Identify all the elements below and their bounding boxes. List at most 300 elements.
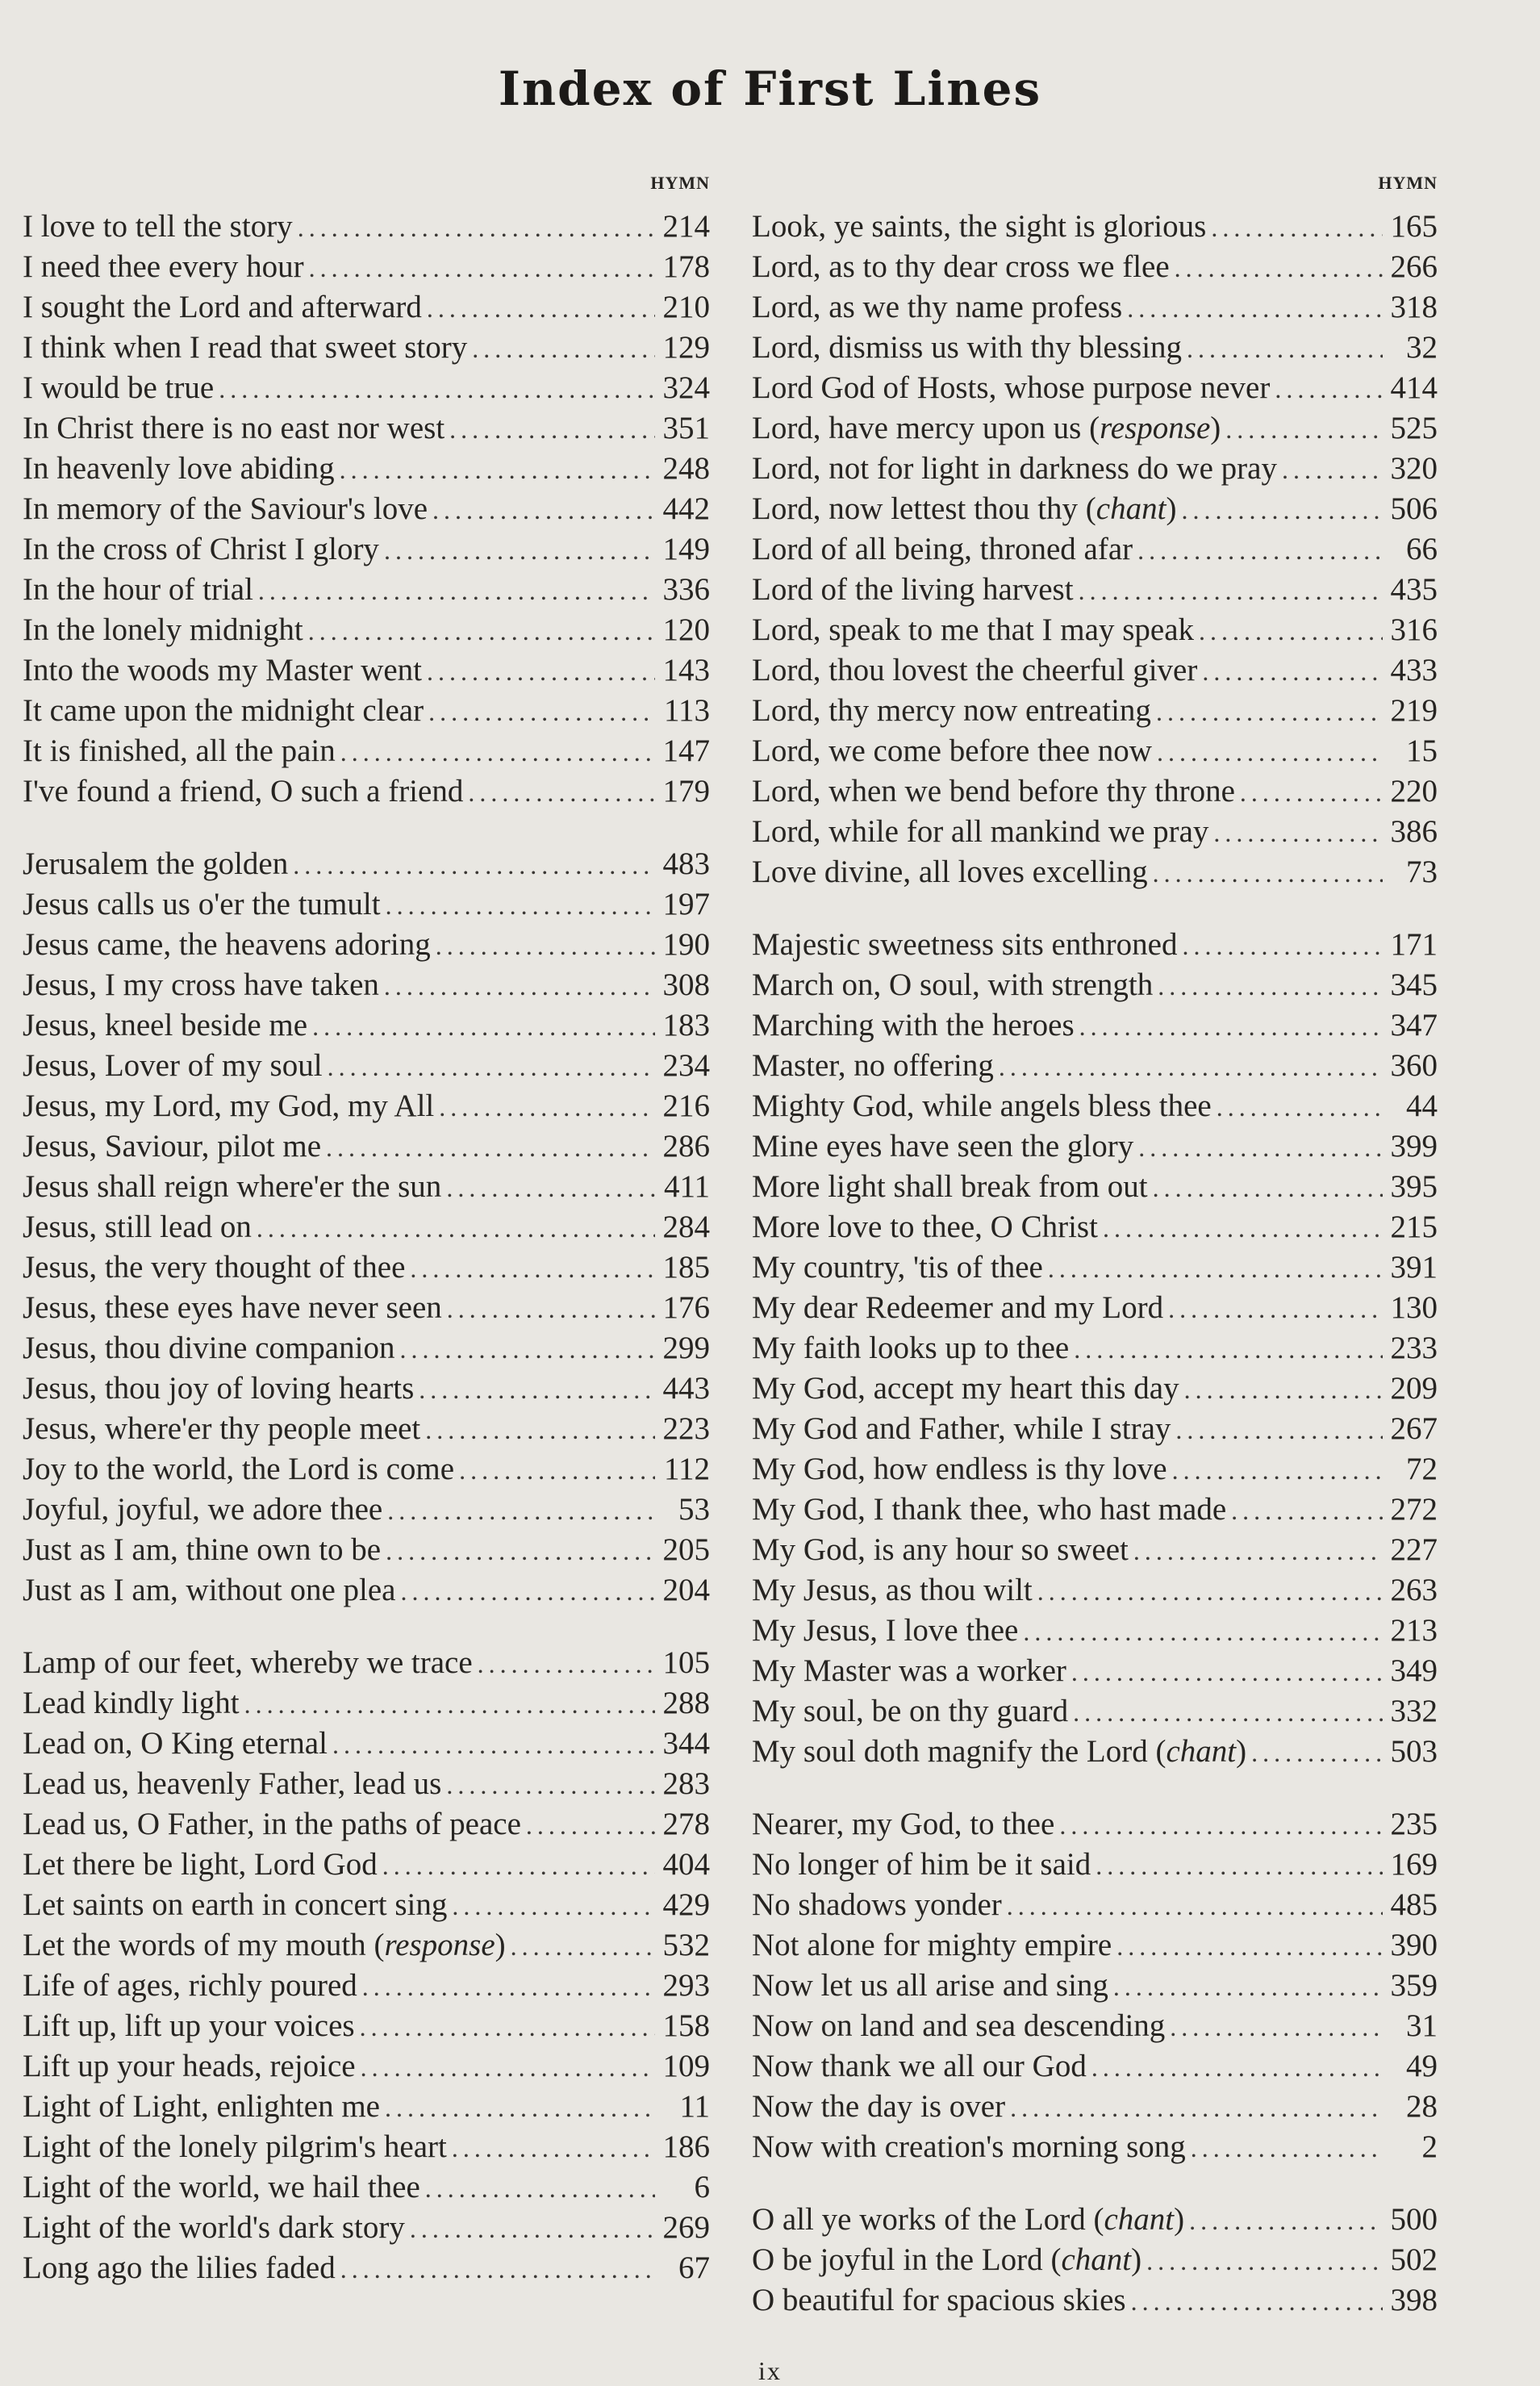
dot-leader: [1133, 1531, 1383, 1571]
first-line: [23, 650, 422, 691]
hymn-number: 345: [1390, 967, 1438, 1002]
first-line: [752, 1611, 1018, 1651]
first-line-text: Jesus, still lead on: [23, 1210, 252, 1244]
first-line-text: Light of Light, enlighten me: [23, 2089, 380, 2124]
hymn-number: 320: [1390, 451, 1438, 486]
hymn-number: 204: [662, 1573, 710, 1607]
first-line-text: O all ye works of the Lord: [752, 2202, 1086, 2237]
first-line-text: My Jesus, as thou wilt: [752, 1573, 1033, 1607]
index-entry: [752, 1288, 1438, 1328]
index-entry: [23, 844, 710, 884]
first-line: [752, 771, 1235, 812]
first-line: [752, 852, 1148, 892]
first-line: Lord, now lettest thou thy (chant): [752, 491, 1177, 526]
line-note: chant: [1166, 1734, 1237, 1769]
index-entry: [752, 1207, 1438, 1247]
dot-leader: [1103, 1208, 1383, 1248]
first-line-text: My soul doth magnify the Lord: [752, 1734, 1148, 1769]
dot-leader: [401, 1571, 656, 1611]
dot-leader: [428, 692, 655, 732]
first-line-text: Light of the lonely pilgrim's heart: [23, 2129, 447, 2164]
hymn-number: 483: [662, 846, 710, 881]
hymn-number: 414: [1390, 370, 1438, 405]
first-line-text: Jesus, thou divine companion: [23, 1331, 395, 1365]
index-entry: [752, 408, 1438, 449]
first-line: [23, 1086, 434, 1126]
index-entry: [752, 1126, 1438, 1167]
first-line: [752, 1570, 1033, 1611]
dot-leader: [298, 207, 655, 248]
hymn-number: 6: [694, 2170, 710, 2204]
dot-leader: [452, 2128, 655, 2168]
dot-leader: [459, 1450, 655, 1490]
dot-leader: [410, 1248, 655, 1289]
first-line: [752, 1845, 1091, 1885]
first-line-text: My soul, be on thy guard: [752, 1694, 1069, 1728]
dot-leader: [1079, 1006, 1383, 1047]
first-line-text: Jesus, where'er thy people meet: [23, 1411, 421, 1446]
hymn-number: 506: [1390, 491, 1438, 526]
index-entry: [23, 2248, 710, 2288]
first-line: [23, 1490, 382, 1530]
first-line-text: Love divine, all loves excelling: [752, 855, 1148, 889]
letter-group-gap: [23, 812, 710, 844]
hymn-number: 248: [662, 451, 710, 486]
index-entry: [23, 1288, 710, 1328]
dot-leader: [511, 1926, 655, 1966]
first-line-text: Lord, thou lovest the cheerful giver: [752, 653, 1198, 687]
dot-leader: [385, 2087, 655, 2128]
first-line-text: Lord, while for all mankind we pray: [752, 814, 1209, 849]
index-entry: [23, 1409, 710, 1449]
hymn-number: 395: [1390, 1169, 1438, 1204]
dot-leader: [1175, 1410, 1383, 1450]
index-entry: [23, 925, 710, 965]
first-line-text: My country, 'tis of thee: [752, 1250, 1043, 1285]
first-line: [23, 2087, 380, 2127]
dot-leader: [1282, 449, 1383, 490]
dot-leader: [1181, 490, 1383, 530]
first-line: [23, 1005, 307, 1046]
first-line: [752, 1167, 1148, 1207]
first-line: [23, 965, 379, 1005]
first-line: [752, 368, 1270, 408]
first-line-text: In Christ there is no east nor west: [23, 411, 445, 445]
dot-leader: [1074, 1329, 1383, 1369]
dot-leader: [1131, 2281, 1383, 2321]
hymn-number: 66: [1406, 532, 1438, 566]
dot-leader: [1191, 2128, 1383, 2168]
hymn-number: 351: [662, 411, 710, 445]
hymn-number: 32: [1406, 330, 1438, 365]
dot-leader: [1010, 2087, 1383, 2128]
first-line: [23, 1328, 394, 1369]
index-entry: [752, 489, 1438, 529]
index-entry: [23, 1530, 710, 1570]
first-line-text: My God, accept my heart this day: [752, 1371, 1179, 1406]
first-line: [752, 610, 1194, 650]
index-entry: [752, 1369, 1438, 1409]
first-line-text: O beautiful for spacious skies: [752, 2283, 1126, 2317]
dot-leader: [386, 885, 655, 926]
hymn-number: 391: [1390, 1250, 1438, 1285]
dot-leader: [1211, 207, 1383, 248]
first-line-text: Jesus, Lover of my soul: [23, 1048, 323, 1083]
hymn-number: 263: [1390, 1573, 1438, 1607]
index-column-left: [23, 171, 710, 2288]
index-entry: [752, 731, 1438, 771]
first-line: [23, 2127, 447, 2167]
dot-leader: [1137, 530, 1383, 570]
hymn-number: 190: [662, 927, 710, 962]
first-line: [752, 449, 1277, 489]
dot-leader: [1091, 2047, 1383, 2087]
dot-leader: [293, 845, 655, 885]
index-entry: [752, 1409, 1438, 1449]
first-line-text: My Master was a worker: [752, 1653, 1066, 1688]
first-line: [752, 1086, 1212, 1126]
index-entry: [752, 610, 1438, 650]
page-title: Index of First Lines: [498, 61, 1042, 116]
first-line-text: Lord, as to thy dear cross we flee: [752, 249, 1170, 284]
line-note: response: [1100, 411, 1211, 445]
dot-leader: [1138, 1127, 1383, 1168]
hymn-number: 442: [662, 491, 710, 526]
first-line-text: Look, ye saints, the sight is glorious: [752, 209, 1207, 244]
hymn-column-header: HYMN: [650, 173, 710, 193]
dot-leader: [1225, 409, 1383, 449]
first-line: [752, 1207, 1098, 1247]
dot-leader: [1213, 813, 1383, 853]
hymn-number: 72: [1406, 1452, 1438, 1486]
dot-leader: [1048, 1248, 1383, 1289]
hymn-number: 411: [663, 1169, 710, 1204]
index-entry: [23, 408, 710, 449]
hymn-number: 179: [662, 774, 710, 809]
index-entry: [752, 1247, 1438, 1288]
first-line: [752, 1925, 1112, 1966]
dot-leader: [219, 369, 655, 409]
hymn-number: 283: [662, 1766, 710, 1801]
dot-leader: [432, 490, 655, 530]
first-line-text: Joyful, joyful, we adore thee: [23, 1492, 383, 1527]
first-line: [23, 1288, 442, 1328]
first-line: [23, 1167, 441, 1207]
first-line-text: Lord of the living harvest: [752, 572, 1074, 607]
index-entry: [23, 1845, 710, 1885]
first-line: [752, 287, 1122, 328]
dot-leader: [1199, 611, 1383, 651]
letter-group-gap: [23, 1611, 710, 1643]
hymn-number: 143: [662, 653, 710, 687]
first-line: [23, 1530, 381, 1570]
first-line-text: I sought the Lord and afterward: [23, 290, 422, 324]
first-line: [23, 1764, 441, 1804]
first-line: [23, 1409, 420, 1449]
hymn-number: 67: [678, 2250, 710, 2285]
hymn-number: 210: [662, 290, 710, 324]
hymn-number: 112: [663, 1452, 710, 1486]
first-line: [23, 449, 335, 489]
line-note: response: [384, 1928, 495, 1962]
dot-leader: [999, 1047, 1383, 1087]
dot-leader: [1037, 1571, 1383, 1611]
index-entry: [752, 207, 1438, 247]
index-entry: [23, 2127, 710, 2167]
dot-leader: [1059, 1805, 1383, 1845]
hymn-number: 359: [1390, 1968, 1438, 2003]
hymn-column-header: HYMN: [1378, 173, 1438, 193]
dot-leader: [1184, 1369, 1383, 1410]
index-entry: [752, 1570, 1438, 1611]
first-line-text: Just as I am, thine own to be: [23, 1532, 382, 1567]
dot-leader: [1202, 651, 1383, 692]
first-line: [752, 207, 1206, 247]
hymn-number: 197: [662, 887, 710, 921]
index-entry: [23, 731, 710, 771]
index-entry: [752, 650, 1438, 691]
first-line-text: Jesus, Saviour, pilot me: [23, 1129, 322, 1164]
first-line: [23, 287, 422, 328]
dot-leader: [326, 1127, 655, 1168]
index-entry: [23, 1167, 710, 1207]
hymn-number: 286: [662, 1129, 710, 1164]
hymn-number: 234: [662, 1048, 710, 1083]
index-entry: [752, 2006, 1438, 2046]
dot-leader: [340, 449, 655, 490]
first-line-text: I've found a friend, O such a friend: [23, 774, 464, 809]
index-entry: [23, 1764, 710, 1804]
first-line: [23, 2248, 336, 2288]
hymn-number: 105: [662, 1645, 710, 1680]
index-entry: [23, 1724, 710, 1764]
first-line-text: My God, is any hour so sweet: [752, 1532, 1129, 1567]
hymn-number: 293: [662, 1968, 710, 2003]
first-line-text: No longer of him be it said: [752, 1847, 1091, 1882]
first-line-text: More love to thee, O Christ: [752, 1210, 1098, 1244]
first-line-text: No shadows yonder: [752, 1887, 1002, 1922]
first-line: [23, 2167, 420, 2208]
dot-leader: [1168, 1289, 1383, 1329]
dot-leader: [425, 2168, 655, 2208]
letter-group-gap: [752, 892, 1438, 925]
hymn-number: 349: [1390, 1653, 1438, 1688]
first-line: [23, 1046, 323, 1086]
hymn-number: 288: [662, 1686, 710, 1720]
dot-leader: [1096, 1845, 1383, 1886]
hymn-number: 386: [1390, 814, 1438, 849]
dot-leader: [1071, 1652, 1383, 1692]
hymn-number: 316: [1390, 612, 1438, 647]
index-entry: [752, 1086, 1438, 1126]
index-entry: [752, 2240, 1438, 2280]
page-number: ix: [758, 2356, 782, 2385]
index-entry: [752, 1490, 1438, 1530]
first-line-text: Joy to the world, the Lord is come: [23, 1452, 455, 1486]
index-entry: [752, 852, 1438, 892]
index-entry: [23, 449, 710, 489]
dot-leader: [399, 1329, 655, 1369]
index-entry: [752, 1925, 1438, 1966]
first-line: [23, 2006, 355, 2046]
index-entry: [752, 691, 1438, 731]
dot-leader: [1189, 2200, 1383, 2241]
dot-leader: [1153, 1168, 1383, 1208]
first-line: [752, 812, 1208, 852]
hymn-number: 49: [1406, 2049, 1438, 2083]
first-line: [752, 2087, 1005, 2127]
dot-leader: [1113, 1966, 1383, 2007]
dot-leader: [1156, 692, 1383, 732]
dot-leader: [447, 1289, 655, 1329]
index-entry: [752, 1005, 1438, 1046]
index-entry: [752, 1651, 1438, 1691]
first-line-text: Let there be light, Lord God: [23, 1847, 378, 1882]
first-line: [752, 1966, 1108, 2006]
index-entry: [23, 1925, 710, 1966]
index-entry: [23, 691, 710, 731]
hymn-number: 308: [662, 967, 710, 1002]
first-line: [23, 1885, 447, 1925]
first-line-text: Jesus, thou joy of loving hearts: [23, 1371, 415, 1406]
index-entry: [23, 1086, 710, 1126]
first-line-text: Lord God of Hosts, whose purpose never: [752, 370, 1271, 405]
index-entry: [23, 287, 710, 328]
hymn-number: 299: [662, 1331, 710, 1365]
first-line-text: It is finished, all the pain: [23, 733, 336, 768]
hymn-number: 176: [662, 1290, 710, 1325]
first-line-text: Jesus, these eyes have never seen: [23, 1290, 442, 1325]
hymn-number: 503: [1390, 1734, 1438, 1769]
hymn-number: 266: [1390, 249, 1438, 284]
first-line-text: More light shall break from out: [752, 1169, 1148, 1204]
index-entry: [752, 247, 1438, 287]
dot-leader: [1217, 1087, 1383, 1127]
hymn-number: 344: [662, 1726, 710, 1761]
first-line: [23, 1247, 405, 1288]
first-line: My soul doth magnify the Lord (chant): [752, 1734, 1247, 1769]
index-entry: [752, 1845, 1438, 1885]
first-line-text: Lead on, O King eternal: [23, 1726, 328, 1761]
index-entry: [752, 1732, 1438, 1772]
first-line-text: Jesus shall reign where'er the sun: [23, 1169, 442, 1204]
first-line-text: Life of ages, richly poured: [23, 1968, 357, 2003]
index-entry: [752, 1691, 1438, 1732]
first-line-text: Not alone for mighty empire: [752, 1928, 1112, 1962]
index-entry: [752, 1530, 1438, 1570]
dot-leader: [1146, 2241, 1383, 2281]
first-line-text: Mighty God, while angels bless thee: [752, 1089, 1212, 1123]
dot-leader: [360, 2007, 655, 2047]
hymn-number: 171: [1390, 927, 1438, 962]
index-entry: [23, 1328, 710, 1369]
index-entry: [23, 570, 710, 610]
hymn-number: 278: [662, 1807, 710, 1841]
first-line-text: Jerusalem the golden: [23, 846, 289, 881]
first-line: [752, 1651, 1066, 1691]
index-entry: [752, 1046, 1438, 1086]
hymn-number: 147: [662, 733, 710, 768]
first-line: [23, 771, 463, 812]
first-line: [23, 1643, 473, 1683]
first-line: [752, 1369, 1179, 1409]
index-entry: [23, 650, 710, 691]
index-entry: [752, 2046, 1438, 2087]
hymn-number: 399: [1390, 1129, 1438, 1164]
first-line: [752, 247, 1170, 287]
hymn-number: 213: [1390, 1613, 1438, 1648]
index-entry: [23, 965, 710, 1005]
hymn-number: 185: [662, 1250, 710, 1285]
dot-leader: [1153, 853, 1383, 893]
index-entry: [23, 1570, 710, 1611]
first-line: [23, 328, 467, 368]
first-line-text: My Jesus, I love thee: [752, 1613, 1019, 1648]
first-line: [23, 368, 214, 408]
letter-group-gap: [752, 2167, 1438, 2200]
first-line-text: Lead us, heavenly Father, lead us: [23, 1766, 442, 1801]
dot-leader: [244, 1684, 655, 1724]
dot-leader: [387, 1490, 655, 1531]
first-line-text: Now on land and sea descending: [752, 2008, 1166, 2043]
dot-leader: [258, 570, 655, 611]
hymn-number: 398: [1390, 2283, 1438, 2317]
hymn-number: 53: [678, 1492, 710, 1527]
hymn-number: 318: [1390, 290, 1438, 324]
dot-leader: [1116, 1926, 1383, 1966]
first-line-text: I need thee every hour: [23, 249, 304, 284]
hymn-number: 433: [1390, 653, 1438, 687]
first-line-text: I love to tell the story: [23, 209, 293, 244]
dot-leader: [452, 1886, 655, 1926]
first-line-text: Now the day is over: [752, 2089, 1006, 2124]
index-entry: [752, 529, 1438, 570]
first-line-text: Lift up your heads, rejoice: [23, 2049, 356, 2083]
index-entry: [752, 1449, 1438, 1490]
first-line: [752, 1449, 1167, 1490]
index-entry: [752, 1804, 1438, 1845]
index-entry: [23, 207, 710, 247]
first-line: [752, 1247, 1043, 1288]
hymn-number: 443: [662, 1371, 710, 1406]
dot-leader: [439, 1087, 655, 1127]
index-entry: [23, 1207, 710, 1247]
index-entry: [23, 489, 710, 529]
line-note: chant: [1096, 491, 1166, 526]
first-line: [752, 2046, 1087, 2087]
first-line: [752, 328, 1182, 368]
first-line: [23, 2208, 405, 2248]
first-line-text: Light of the world, we hail thee: [23, 2170, 420, 2204]
line-note: chant: [1061, 2242, 1132, 2277]
first-line-text: My God, how endless is thy love: [752, 1452, 1167, 1486]
first-line-text: Jesus calls us o'er the tumult: [23, 887, 381, 921]
first-line-text: March on, O soul, with strength: [752, 967, 1154, 1002]
dot-leader: [1240, 772, 1383, 813]
index-entry: [23, 247, 710, 287]
dot-leader: [427, 288, 655, 328]
index-entry: [752, 965, 1438, 1005]
hymn-number: 205: [662, 1532, 710, 1567]
first-line-text: Lord, dismiss us with thy blessing: [752, 330, 1183, 365]
first-line-text: Majestic sweetness sits enthroned: [752, 927, 1178, 962]
first-line-text: Lamp of our feet, whereby we trace: [23, 1645, 473, 1680]
dot-leader: [1023, 1611, 1383, 1652]
dot-leader: [1187, 328, 1383, 369]
dot-leader: [328, 1047, 655, 1087]
first-line: [752, 1804, 1054, 1845]
first-line-text: Into the woods my Master went: [23, 653, 423, 687]
